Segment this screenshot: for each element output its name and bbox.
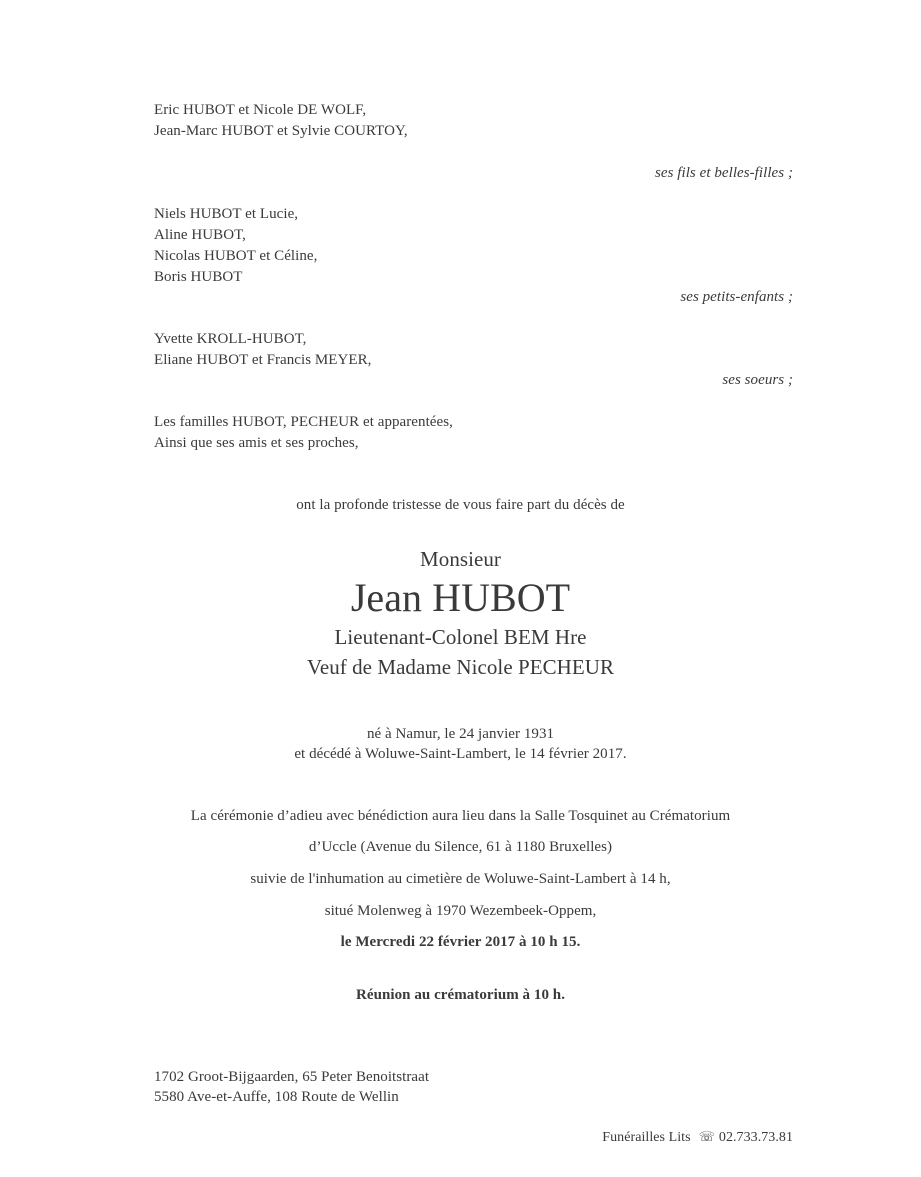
grandchild-line-1: Niels HUBOT et Lucie, [154, 206, 299, 222]
phone-icon: ☏ [698, 1130, 715, 1145]
families-line-2: Ainsi que ses amis et ses proches, [154, 435, 359, 451]
grandchildren-relation: ses petits-enfants ; [680, 289, 793, 305]
deceased-widower: Veuf de Madame Nicole PECHEUR [306, 655, 615, 679]
address-line-2: 5580 Ave-et-Auffe, 108 Route de Wellin [154, 1089, 399, 1105]
death-line: et décédé à Woluwe-Saint-Lambert, le 14 février 2017. [294, 746, 627, 762]
sisters-relation: ses soeurs ; [722, 372, 793, 388]
ceremony-line-1: La cérémonie d’adieu avec bénédiction aura lieu dans la Salle Tosquinet au Crématorium [190, 808, 731, 824]
deceased-name: Jean HUBOT [350, 575, 571, 620]
sister-line-2: Eliane HUBOT et Francis MEYER, [154, 352, 372, 368]
funeral-home-name: Funérailles Lits [602, 1130, 691, 1145]
funeral-home-phone: 02.733.73.81 [718, 1130, 793, 1145]
deceased-rank: Lieutenant-Colonel BEM Hre [334, 625, 587, 649]
sons-line-1: Eric HUBOT et Nicole DE WOLF, [154, 102, 367, 118]
sons-relation: ses fils et belles-filles ; [655, 165, 793, 181]
sons-line-2: Jean-Marc HUBOT et Sylvie COURTOY, [154, 123, 408, 139]
grandchild-line-4: Boris HUBOT [154, 269, 243, 285]
grandchild-line-3: Nicolas HUBOT et Céline, [154, 248, 318, 264]
address-line-1: 1702 Groot-Bijgaarden, 65 Peter Benoitstraat [154, 1069, 430, 1085]
ceremony-line-4: situé Molenweg à 1970 Wezembeek-Oppem, [324, 903, 597, 919]
ceremony-line-2: d’Uccle (Avenue du Silence, 61 à 1180 Bruxelles) [308, 839, 613, 855]
grandchild-line-2: Aline HUBOT, [154, 227, 246, 243]
birth-line: né à Namur, le 24 janvier 1931 [366, 726, 555, 742]
sister-line-1: Yvette KROLL-HUBOT, [154, 331, 307, 347]
meeting-line: Réunion au crématorium à 10 h. [356, 987, 565, 1003]
ceremony-line-3: suivie de l'inhumation au cimetière de Woluwe-Saint-Lambert à 14 h, [250, 871, 671, 887]
funeral-home [602, 1127, 793, 1148]
families-line-1: Les familles HUBOT, PECHEUR et apparentées, [154, 414, 453, 430]
announcement-text: ont la profonde tristesse de vous faire part du décès de [296, 497, 625, 513]
ceremony-date: le Mercredi 22 février 2017 à 10 h 15. [340, 934, 581, 950]
deceased-title: Monsieur [420, 547, 501, 571]
